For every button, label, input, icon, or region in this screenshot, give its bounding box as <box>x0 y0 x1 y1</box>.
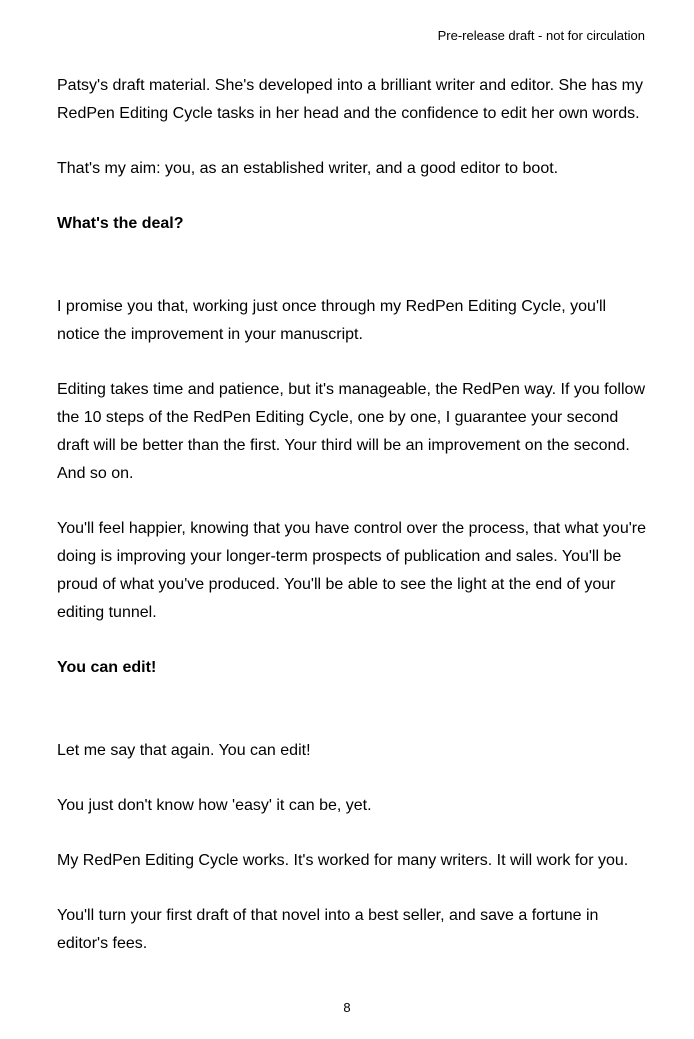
paragraph-cycle-works: My RedPen Editing Cycle works. It's worked for many writers. It will work for you. <box>57 852 629 869</box>
page-body <box>57 72 647 985</box>
paragraph-best-seller: You'll turn your first draft of that novel into a best seller, and save a fortune in editor's fees. <box>57 907 599 952</box>
heading-whats-the-deal: What's the deal? <box>57 215 184 232</box>
paragraph-promise: I promise you that, working just once through my RedPen Editing Cycle, you'll notice the improvement in your manuscript. <box>57 298 607 343</box>
draft-notice: Pre-release draft - not for circulation <box>437 28 645 43</box>
paragraph-easy: You just don't know how 'easy' it can be, yet. <box>57 797 372 814</box>
page-number: 8 <box>343 1000 351 1015</box>
paragraph-aim: That's my aim: you, as an established writer, and a good editor to boot. <box>57 160 559 177</box>
paragraph-say-again: Let me say that again. You can edit! <box>57 742 311 759</box>
paragraph-feel-happier: You'll feel happier, knowing that you have control over the process, that what you're doing is improving your longer-term prospects of publication and sales. You'll be proud of what you've produced. You'll be able to see the light at the end of your editing tunnel. <box>57 520 646 621</box>
heading-you-can-edit: You can edit! <box>57 659 157 676</box>
paragraph-patsy: Patsy's draft material. She's developed into a brilliant writer and editor. She has my RedPen Editing Cycle tasks in her head and the confidence to edit her own words. <box>57 77 643 122</box>
paragraph-editing-takes-time: Editing takes time and patience, but it's manageable, the RedPen way. If you follow the 10 steps of the RedPen Editing Cycle, one by one, I guarantee your second draft will be better than the first. Your third will be an improvement on the second. And so on. <box>57 381 645 482</box>
